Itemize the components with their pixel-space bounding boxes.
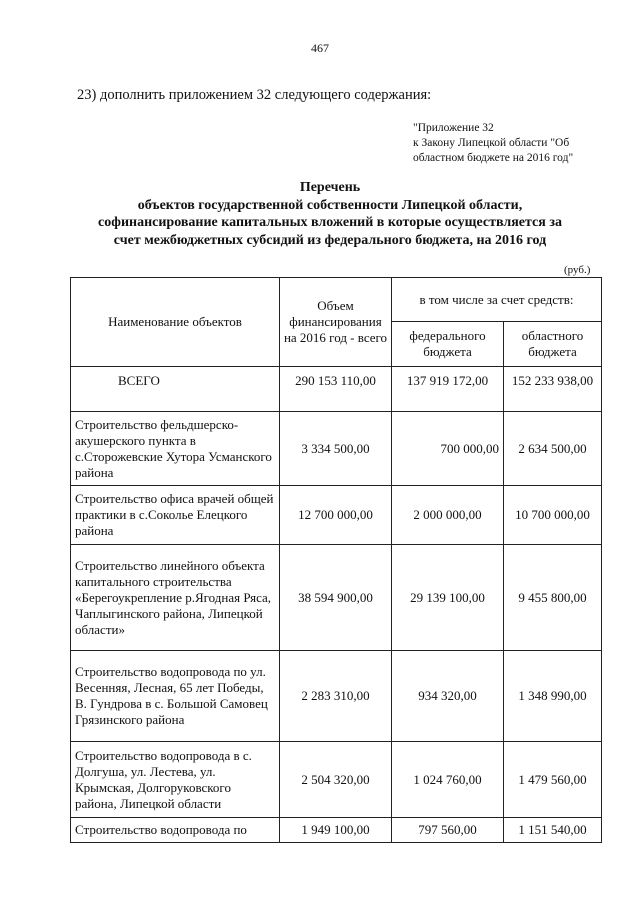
total-volume: 290 153 110,00 — [280, 367, 392, 412]
currency-unit: (руб.) — [564, 264, 591, 276]
annex-line-2: к Закону Липецкой области "Об — [413, 137, 570, 149]
row-regional: 9 455 800,00 — [504, 545, 602, 651]
document-title — [60, 179, 600, 249]
row-volume: 1 949 100,00 — [280, 818, 392, 843]
table-row — [71, 545, 602, 651]
row-regional: 1 151 540,00 — [504, 818, 602, 843]
table-row — [71, 742, 602, 818]
objects-table — [70, 277, 602, 843]
page-number: 467 — [311, 41, 329, 55]
row-volume: 3 334 500,00 — [280, 412, 392, 486]
table-row-total — [71, 367, 602, 412]
row-volume: 38 594 900,00 — [280, 545, 392, 651]
total-regional: 152 233 938,00 — [504, 367, 602, 412]
row-regional: 1 479 560,00 — [504, 742, 602, 818]
row-federal: 29 139 100,00 — [392, 545, 504, 651]
row-regional: 2 634 500,00 — [504, 412, 602, 486]
row-name: Строительство фельдшерско-акушерского пункта в с.Сторожевские Хутора Усманского района — [71, 412, 280, 486]
row-regional: 10 700 000,00 — [504, 486, 602, 545]
header-volume: Объем финансирования на 2016 год - всего — [280, 278, 392, 367]
annex-line-3: областном бюджете на 2016 год" — [413, 152, 574, 164]
total-name: ВСЕГО — [71, 367, 280, 412]
row-volume: 2 504 320,00 — [280, 742, 392, 818]
table-row — [71, 818, 602, 843]
row-name: Строительство водопровода в с. Долгуша, ул. Лестева, ул. Крымская, Долгоруковского района, Липецкой области — [71, 742, 280, 818]
title-line-1: Перечень — [299, 180, 361, 195]
row-name: Строительство водопровода по — [71, 818, 280, 843]
header-federal: федерального бюджета — [392, 322, 504, 367]
annex-reference — [413, 121, 573, 166]
row-name: Строительство офиса врачей общей практики в с.Сокольe Елецкого района — [71, 486, 280, 545]
row-name: Строительство линейного объекта капитального строительства «Берегоукрепление р.Ягодная Ряса, Чаплыгинского района, Липецкой области» — [71, 545, 280, 651]
annex-line-1: "Приложение 32 — [413, 122, 494, 134]
table-row — [71, 412, 602, 486]
header-including: в том числе за счет средств: — [392, 278, 602, 322]
row-federal: 2 000 000,00 — [392, 486, 504, 545]
row-name: Строительство водопровода по ул. Весенняя, Лесная, 65 лет Победы, В. Гундрова в с. Большой Самовец Грязинского района — [71, 651, 280, 742]
row-federal: 700 000,00 — [392, 412, 504, 486]
row-federal: 797 560,00 — [392, 818, 504, 843]
title-line-4: счет межбюджетных субсидий из федерального бюджета, на 2016 год — [113, 232, 547, 248]
row-volume: 12 700 000,00 — [280, 486, 392, 545]
row-federal: 1 024 760,00 — [392, 742, 504, 818]
header-name: Наименование объектов — [71, 278, 280, 367]
table-row — [71, 651, 602, 742]
row-volume: 2 283 310,00 — [280, 651, 392, 742]
row-regional: 1 348 990,00 — [504, 651, 602, 742]
intro-text: 23) дополнить приложением 32 следующего содержания: — [77, 87, 432, 103]
total-federal: 137 919 172,00 — [392, 367, 504, 412]
row-federal: 934 320,00 — [392, 651, 504, 742]
title-line-3: софинансирование капитальных вложений в которые осуществляется за — [98, 215, 562, 230]
header-regional: областного бюджета — [504, 322, 602, 367]
table-row — [71, 486, 602, 545]
title-line-2: объектов государственной собственности Липецкой области, — [137, 197, 523, 213]
